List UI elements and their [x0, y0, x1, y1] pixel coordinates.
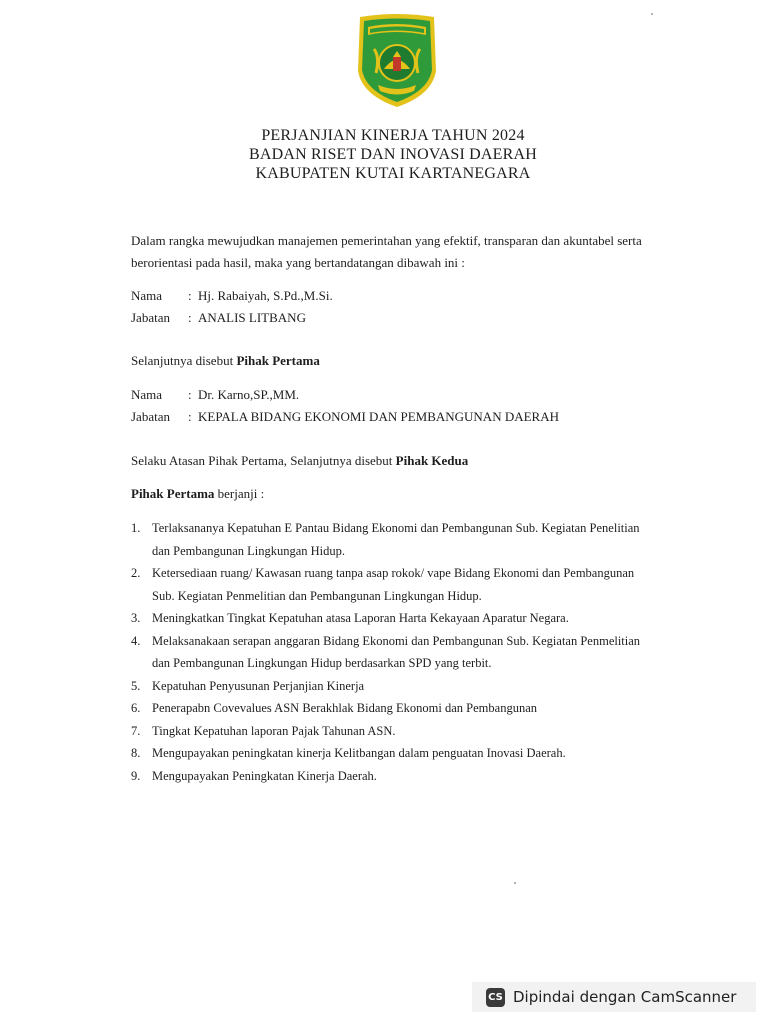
document-title-line-1: PERJANJIAN KINERJA TAHUN 2024: [261, 127, 525, 144]
list-item: [131, 517, 651, 562]
party1-position-label: Jabatan: [131, 310, 170, 325]
list-item: [131, 765, 651, 788]
list-item-number: 4.: [131, 633, 141, 648]
document-title-line-2: BADAN RISET DAN INOVASI DAERAH: [248, 146, 538, 163]
camscanner-label: Dipindai dengan CamScanner: [513, 988, 737, 1006]
party1-name-label: Nama: [131, 288, 163, 303]
intro-paragraph: Dalam rangka mewujudkan manajemen pemerintahan yang efektif, transparan dan akuntabel serta berorientasi pada hasil, maka yang bertandatangan dibawah ini :: [131, 233, 642, 270]
list-item-number: 6.: [131, 701, 141, 715]
party1-designation-prefix: Selanjutnya disebut: [131, 353, 237, 368]
party1-name-colon: :: [188, 288, 192, 303]
party2-position-label: Jabatan: [131, 409, 170, 424]
promise-heading: [131, 486, 264, 502]
party1-position-row: [131, 310, 306, 326]
list-item-number: 7.: [131, 723, 141, 738]
party2-name-row: [131, 387, 299, 403]
promise-heading-rest: berjanji :: [214, 486, 265, 501]
list-item-number: 5.: [131, 678, 141, 693]
promise-heading-term: Pihak Pertama: [131, 486, 215, 501]
party2-designation-term: Pihak Kedua: [395, 453, 469, 468]
list-item-number: 1.: [131, 521, 141, 535]
list-item-number: 8.: [131, 746, 141, 760]
party1-designation: [131, 353, 320, 369]
party1-name-value: Hj. Rabaiyah, S.Pd.,M.Si.: [198, 288, 333, 303]
party2-name-label: Nama: [131, 387, 163, 402]
list-item-text: Tingkat Kepatuhan laporan Pajak Tahunan ASN.: [152, 723, 396, 738]
party1-designation-term: Pihak Pertama: [236, 353, 320, 368]
scan-speck: [651, 13, 653, 15]
list-item-text: Penerapabn Covevalues ASN Berakhlak Bidang Ekonomi dan Pembangunan: [152, 701, 537, 715]
party1-position-value: ANALIS LITBANG: [198, 310, 306, 325]
list-item: [131, 675, 651, 698]
document-title-line-3: KABUPATEN KUTAI KARTANEGARA: [255, 165, 531, 182]
list-item-text: Kepatuhan Penyusunan Perjanjian Kinerja: [152, 678, 365, 693]
scan-speck: [514, 882, 516, 884]
list-item-number: 9.: [131, 768, 141, 783]
list-item-text: Mengupayakan Peningkatan Kinerja Daerah.: [152, 768, 377, 783]
list-item: [131, 720, 651, 743]
party2-position-row: [131, 409, 559, 425]
list-item-text: Terlaksananya Kepatuhan E Pantau Bidang Ekonomi dan Pembangunan Sub. Kegiatan Penelitian dan Pembangunan Lingkungan Hidup.: [152, 521, 640, 558]
list-item: [131, 742, 651, 765]
list-item-text: Ketersediaan ruang/ Kawasan ruang tanpa asap rokok/ vape Bidang Ekonomi dan Pembangunan Sub. Kegiatan Penmelitian dan Pembangunan Lingkungan Hidup.: [152, 566, 635, 603]
list-item-number: 2.: [131, 566, 141, 580]
list-item-text: Melaksanakaan serapan anggaran Bidang Ekonomi dan Pembangunan Sub. Kegiatan Penmelitian dan Pembangunan Lingkungan Hidup berdasarkan SPD yang terbit.: [152, 633, 641, 670]
party2-position-colon: :: [188, 409, 192, 424]
party2-name-value: Dr. Karno,SP.,MM.: [198, 387, 300, 402]
list-item: [131, 697, 651, 720]
party2-designation-prefix: Selaku Atasan Pihak Pertama, Selanjutnya disebut: [131, 453, 396, 468]
party1-name-row: [131, 288, 333, 304]
kutai-kartanegara-emblem-icon: [354, 13, 440, 109]
party2-designation: [131, 453, 468, 469]
party2-name-colon: :: [188, 387, 192, 402]
list-item-text: Meningkatkan Tingkat Kepatuhan atasa Laporan Harta Kekayaan Aparatur Negara.: [152, 611, 569, 625]
party1-position-colon: :: [188, 310, 192, 325]
list-item: [131, 630, 651, 675]
promise-list: [131, 517, 651, 787]
party2-position-value: KEPALA BIDANG EKONOMI DAN PEMBANGUNAN DAERAH: [198, 409, 559, 424]
list-item: [131, 607, 651, 630]
list-item: [131, 562, 651, 607]
camscanner-watermark: [472, 982, 756, 1012]
camscanner-icon: CS: [486, 988, 505, 1007]
list-item-number: 3.: [131, 611, 141, 625]
list-item-text: Mengupayakan peningkatan kinerja Kelitbangan dalam penguatan Inovasi Daerah.: [152, 746, 566, 760]
